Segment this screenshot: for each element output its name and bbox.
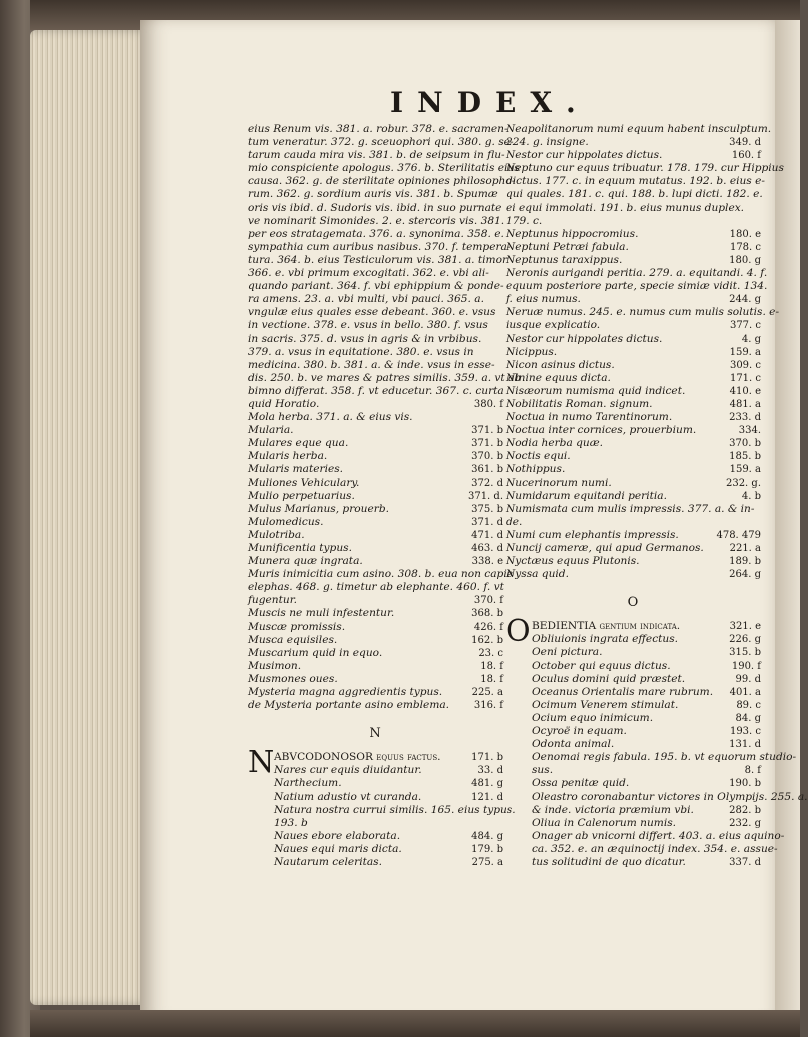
entry-ref: 178. c [729,241,761,253]
index-entry [248,240,511,254]
entry-ref: 401. a [729,686,761,698]
entry-text: BEDIENTIA gentium indicata. [532,620,681,633]
index-entry [506,568,761,581]
entry-text: Ossa penitæ quid. [532,777,630,790]
index-entry [532,660,761,673]
entry-ref: 481. a [729,398,761,410]
index-entry [248,215,503,228]
index-entry [506,555,761,568]
entry-text: Neptunus taraxippus. [506,253,623,266]
index-entry [506,542,761,555]
index-entry [248,516,503,529]
entry-text: Naues equi maris dicta. [274,842,402,855]
index-entry [506,162,784,175]
entry-ref: 185. b [729,451,761,463]
index-entry [506,477,761,490]
entry-ref: 159. a [729,464,761,476]
entry-text: de. [506,515,523,528]
entry-text: f. eius numus. [506,293,581,306]
entry-text: Musmones oues. [248,672,338,685]
entry-text: bimno differat. 358. f. vt educetur. 367. c. curta [248,384,504,397]
entry-text: Odonta animal. [532,738,615,751]
entry-ref: 370. f [473,595,503,607]
entry-text: Nodia herba quæ. [506,437,604,450]
index-entry [532,777,761,790]
entry-text: Ninine equus dicta. [506,371,611,384]
index-entry [506,359,761,372]
index-entry [274,803,516,817]
entry-ref: 338. e [471,556,503,568]
entry-ref: 8. f [744,765,761,777]
entry-text: Oleastro coronabantur victores in Olympijs. 255. a. [532,790,808,803]
entry-ref: 99. d [735,673,761,685]
entry-list-o [506,633,808,869]
index-entry [506,319,761,332]
entry-text: Nothippus. [506,463,566,476]
entry-ref: 160. f [731,150,761,162]
index-entry [274,777,503,790]
entry-text: Nobilitatis Roman. signum. [506,397,653,410]
entry-ref: 349. d [729,137,761,149]
entry-text: de Mysteria portante asino emblema. [248,699,450,712]
entry-ref: 244. g [729,294,761,306]
entry-ref: 190. b [729,778,761,790]
index-entry [248,136,514,149]
index-entry [248,490,503,503]
entry-ref: 275. a [471,856,503,868]
index-entry [532,633,761,646]
index-entry [506,450,761,463]
entry-text: Obliuionis ingrata effectus. [532,633,679,646]
entry-text: tura. 364. b. eius Testiculorum vis. 381. a. timor [248,253,508,266]
index-entry [274,830,503,843]
entry-text: 179. c. [506,214,543,227]
entry-text: Ocium equo inimicum. [532,711,654,724]
index-entry [248,660,503,673]
entry-text: Neptuno cur equus tribuatur. 178. 179. cur Hippius [506,162,784,175]
entry-text: Munera quæ ingrata. [248,555,363,568]
entry-text: eius Renum vis. 381. a. robur. 378. e. sacramen- [248,123,508,135]
entry-text: Neapolitanorum numi equum habent insculptum. [506,123,772,135]
index-entry [248,581,503,594]
entry-text: Mola herba. 371. a. & eius vis. [248,411,413,424]
index-entry [248,542,503,555]
index-entry [248,385,503,398]
index-entry [506,306,780,319]
entry-ref: 371. b [471,438,503,450]
index-entry [506,188,761,201]
entry-ref: 264. g [729,569,761,581]
entry-text: quando pariant. 364. f. vbi ephippium & ponde- [248,280,504,293]
index-entry [248,503,503,516]
entry-text: Mulomedicus. [248,515,324,528]
entry-text: Mulus Marianus, prouerb. [248,502,389,515]
entry-ref: 232. g [729,817,761,829]
index-entry [506,424,761,437]
entry-text: in vectione. 378. e. vsus in bello. 380. f. vsus [248,319,488,332]
index-entry [506,175,765,188]
entry-text: elephas. 468. g. timetur ab elephante. 460. f. vt [248,581,504,594]
entry-text: Nyssa quid. [506,568,569,581]
entry-ref: 337. d [729,856,761,868]
index-entry [532,738,761,751]
entry-text: sus. [532,764,554,777]
entry-text: Nicippus. [506,345,558,358]
index-entry [248,555,503,568]
entry-ref: 189. b [729,556,761,568]
index-entry [248,424,503,437]
entry-text: ca. 352. e. an æquinoctij index. 354. e. assue- [532,842,778,855]
entry-text: Munificentia typus. [248,542,352,554]
entry-text: Neronis aurigandi peritia. 279. a. equitandi. 4. f. [506,267,768,280]
entry-ref: 226. g [729,634,761,646]
index-entry [248,686,503,699]
dropcap-n: N [248,745,275,781]
entry-ref: 372. d [471,477,503,489]
entry-ref: 478. 479 [716,529,761,541]
index-entry [532,829,785,843]
entry-text: October qui equus dictus. [532,659,671,672]
entry-text: Naues ebore elaborata. [274,829,401,842]
index-entry [248,359,503,372]
index-entry [506,293,761,306]
index-entry [532,751,797,764]
index-entry [248,699,503,712]
entry-text: Mularia. [248,424,294,437]
entry-text: Neruæ numus. 245. e. numus cum mulis solutis. e- [506,306,780,319]
entry-text: 366. e. vbi primum excogitati. 362. e. vbi ali- [248,267,489,280]
entry-text: Mulio perpetuarius. [248,489,355,502]
entry-ref: 371. d [471,516,503,528]
entry-text: quid Horatio. [248,397,320,410]
index-entry [248,202,503,215]
entry-ref: 370. b [471,451,503,463]
entry-text: ve nominarit Simonides. 2. e. stercoris vis. 381. [248,214,505,227]
entry-text: Nestor cur hippolates dictus. [506,332,663,345]
entry-text: Musimon. [248,659,302,672]
entry-ref: 316. f [473,700,503,712]
index-entry [506,503,761,516]
entry-ref: 4. g [741,333,761,345]
entry-ref: 193. c [729,726,761,738]
index-column-right [506,123,808,869]
entry-text: oris vis ibid. d. Sudoris vis. ibid. in suo purnate [248,201,502,214]
entry-text: 193. b [274,816,308,829]
index-entry [248,594,503,607]
index-entry [248,228,503,241]
entry-ref: 171. c [729,372,761,384]
index-entry [274,817,503,830]
entry-ref: 162. b [471,634,503,646]
dropcap-o: O [506,614,531,650]
entry-text: Nisæorum numisma quid indicet. [506,384,686,397]
index-entry [248,346,503,359]
entry-text: Mysteria magna aggredientis typus. [248,686,443,699]
entry-ref: 380. f [473,398,503,410]
entry-ref: 89. c [736,699,761,711]
entry-ref: 171. b [471,752,503,764]
entry-text: 379. a. vsus in equitatione. 380. e. vsus in [248,345,474,358]
index-entry [506,136,761,149]
index-entry [506,202,761,215]
entry-text: rum. 362. g. sordium auris vis. 381. b. Spumæ [248,188,498,201]
index-entry [506,372,761,385]
index-entry [248,450,503,463]
entry-ref: 377. c [729,320,761,332]
entry-ref: 179. b [471,843,503,855]
entry-text: 224. g. insigne. [506,136,589,149]
entry-ref: 315. b [729,647,761,659]
index-entry [506,516,761,529]
index-entry [248,529,503,542]
entry-ref: 225. a [471,687,503,699]
index-entry [506,529,761,542]
index-entry [274,791,503,804]
entry-text: Nucerinorum numi. [506,476,612,489]
entry-text: Nares cur equis diuidantur. [274,764,422,777]
index-entry [532,764,761,777]
index-entry [532,790,808,804]
index-entry [532,856,761,869]
entry-text: Mularis herba. [248,450,328,463]
entry-text: Musca equisiles. [248,633,338,646]
index-column-left [248,123,522,869]
entry-text: qui quales. 181. c. qui. 188. b. lupi dicti. 182. e. [506,188,763,201]
entry-ref: 371. d. [467,490,503,502]
index-entry [506,228,761,241]
entry-text: ABVCODONOSOR equus factus. [274,751,441,764]
entry-text: Muscæ promissis. [248,620,346,633]
entry-ref: 321. e [729,621,761,633]
page-block-edge [30,30,150,1005]
entry-text: medicina. 380. b. 381. a. & inde. vsus in esse- [248,358,495,371]
entry-text: Ocimum Venerem stimulat. [532,698,679,711]
index-entry [506,149,761,162]
entry-text: Oliua in Calenorum numis. [532,816,677,829]
index-entry [248,175,516,188]
entry-text: Ocyroë in equam. [532,725,627,738]
index-entry [532,699,761,712]
index-entry [248,463,503,476]
entry-text: equum posteriore parte, specie simiæ vidit. 134. [506,280,768,293]
index-entry [532,804,761,817]
entry-text: Noctis equi. [506,450,571,463]
entry-text: Numi cum elephantis impressis. [506,528,679,541]
entry-list-n [248,764,516,869]
entry-ref: 84. g [735,712,761,724]
entry-text: ra amens. 23. a. vbi multi, vbi pauci. 365. a. [248,293,484,306]
entry-ref: 471. d [471,529,503,541]
entry-text: sympathia cum auribus nasibus. 370. f. tempera- [248,240,511,253]
index-entry [248,411,503,424]
entry-ref: 282. b [729,804,761,816]
entry-text: Nyctæus equus Plutonis. [506,555,640,568]
entry-ref: 18. f [480,660,503,672]
index-entry [506,215,761,228]
index-entry [248,398,503,411]
entry-text: per eos stratagemata. 376. a. synonima. 358. e. [248,227,504,240]
index-entry [248,371,522,385]
index-entry [506,333,761,346]
entry-text: Oculus domini quid præstet. [532,672,686,685]
index-entry [506,254,761,267]
entry-ref: 131. d [729,739,761,751]
entry-text: Numidarum equitandi peritia. [506,489,667,502]
entry-text: Muscis ne muli infestentur. [248,607,395,620]
index-entry [248,568,513,581]
index-entry [248,306,503,319]
index-entry [248,477,503,490]
entry-ref: 190. f [731,660,761,672]
entry-list-m [248,123,522,712]
index-entry [532,842,778,856]
section-heading-n: N [369,726,382,742]
index-entry [274,764,503,777]
index-entry [506,123,772,136]
entry-text: Neptunus hippocromius. [506,227,639,240]
entry-text: tarum cauda mira vis. 381. b. de seipsum in flu- [248,149,505,162]
index-entry [248,267,503,280]
entry-ref: 23. c [478,647,503,659]
entry-ref: 233. d [729,412,761,424]
index-entry [248,333,503,346]
index-entry [506,437,761,450]
index-entry [532,725,761,738]
entry-text: Muris inimicitia cum asino. 308. b. eua non capie [248,568,513,581]
entry-text: vngulæ eius quales esse debeant. 360. e. vsus [248,306,496,319]
entry-text: Nuncij cameræ, qui apud Germanos. [506,542,704,554]
entry-text: Oenomai regis fabula. 195. b. vt equorum studio- [532,751,797,764]
entry-ref: 121. d [471,791,503,803]
index-entry [248,280,503,293]
index-entry [506,411,761,424]
index-entry [506,398,761,411]
entry-text: Natium adustio vt curanda. [274,790,422,803]
entry-ref: 4. b [741,490,761,502]
entry-ref: 375. b [471,503,503,515]
entry-text: causa. 362. g. de sterilitate opiniones philosopho- [248,175,516,188]
index-entry [532,646,761,659]
entry-ref: 426. f [473,621,503,633]
entry-text: fugentur. [248,594,297,607]
entry-text: Oeni pictura. [532,646,603,659]
index-entry [506,385,761,398]
entry-ref: 481. g [471,778,503,790]
index-entry [248,188,503,201]
entry-ref: 180. e [729,228,761,240]
entry-ref: 180. g [729,254,761,266]
entry-text: tum veneratur. 372. g. sceuophori qui. 380. g. se- [248,136,514,149]
entry-ref: 361. b [471,464,503,476]
index-entry [274,843,503,856]
entry-ref: 33. d [477,765,503,777]
index-entry [506,267,768,280]
index-entry [532,686,761,699]
entry-text: Mularis materies. [248,463,344,476]
entry-ref: 484. g [471,830,503,842]
entry-text: dis. 250. b. ve mares & patres similis. 359. a. vt ab [248,371,522,384]
entry-text: Nautarum celeritas. [274,855,382,868]
entry-ref: 309. c [729,359,761,371]
entry-text: Muliones Vehiculary. [248,476,360,489]
entry-ref: 463. d [471,543,503,554]
index-entry [506,346,761,359]
index-entry [274,856,503,869]
entry-text: Natura nostra currui similis. 165. eius typus. [274,803,516,816]
index-entry [532,712,761,725]
entry-text: Numismata cum mulis impressis. 377. a. & in- [506,502,755,515]
entry-text: Neptuni Petræi fabula. [506,240,629,253]
entry-ref: 334. [738,425,761,437]
entry-text: iusque explicatio. [506,319,601,332]
index-entry [506,280,768,293]
entry-text: Narthecium. [274,777,342,790]
index-entry [248,123,508,136]
entry-ref: 159. a [729,346,761,358]
entry-ref: 368. b [471,608,503,620]
index-entry [248,437,503,450]
book-bottom-edge [30,1010,800,1037]
entry-list-n-continued [506,123,784,581]
index-entry [506,463,761,476]
index-entry [248,162,520,175]
entry-text: dictus. 177. c. in equum mutatus. 192. b. eius e- [506,175,765,188]
index-entry [248,607,503,620]
entry-text: mio conspiciente apologus. 376. b. Sterilitatis eius [248,162,520,175]
index-entry [248,647,503,660]
entry-text: in sacris. 375. d. vsus in agris & in vrbibus. [248,332,482,345]
entry-text: Noctua inter cornices, prouerbium. [506,424,697,437]
index-entry [506,490,761,503]
entry-text: Nestor cur hippolates dictus. [506,149,663,162]
entry-text: ei equi immolati. 191. b. eius munus duplex. [506,201,745,214]
entry-ref: 221. a [729,543,761,554]
index-entry [248,634,503,647]
index-entry [532,817,761,830]
index-entry [532,673,761,686]
index-entry [248,673,503,686]
page-title: INDEX. [390,86,590,119]
entry-text: Mulotriba. [248,528,305,541]
entry-ref: 370. b [729,438,761,450]
entry-text: Muscarium quid in equo. [248,646,383,659]
entry-text: Noctua in numo Tarentinorum. [506,411,673,424]
index-entry [248,149,503,162]
index-entry [248,293,503,306]
entry-ref: 232. g. [725,477,761,489]
entry-text: Mulares eque qua. [248,437,349,450]
index-entry [248,621,503,634]
entry-text: Oceanus Orientalis mare rubrum. [532,685,714,698]
entry-text: & inde. victoria præmium vbi. [532,803,694,816]
index-entry [248,319,503,332]
entry-text: Onager ab vnicorni differt. 403. a. eius aquino- [532,829,785,842]
entry-ref: 410. e [729,385,761,397]
entry-text: Nicon asinus dictus. [506,358,615,371]
entry-text: tus solitudini de quo dicatur. [532,855,686,868]
entry-ref: 18. f [480,673,503,685]
index-entry [506,241,761,254]
index-entry [248,253,508,267]
section-heading-o: O [627,595,640,611]
entry-ref: 371. b [471,425,503,437]
